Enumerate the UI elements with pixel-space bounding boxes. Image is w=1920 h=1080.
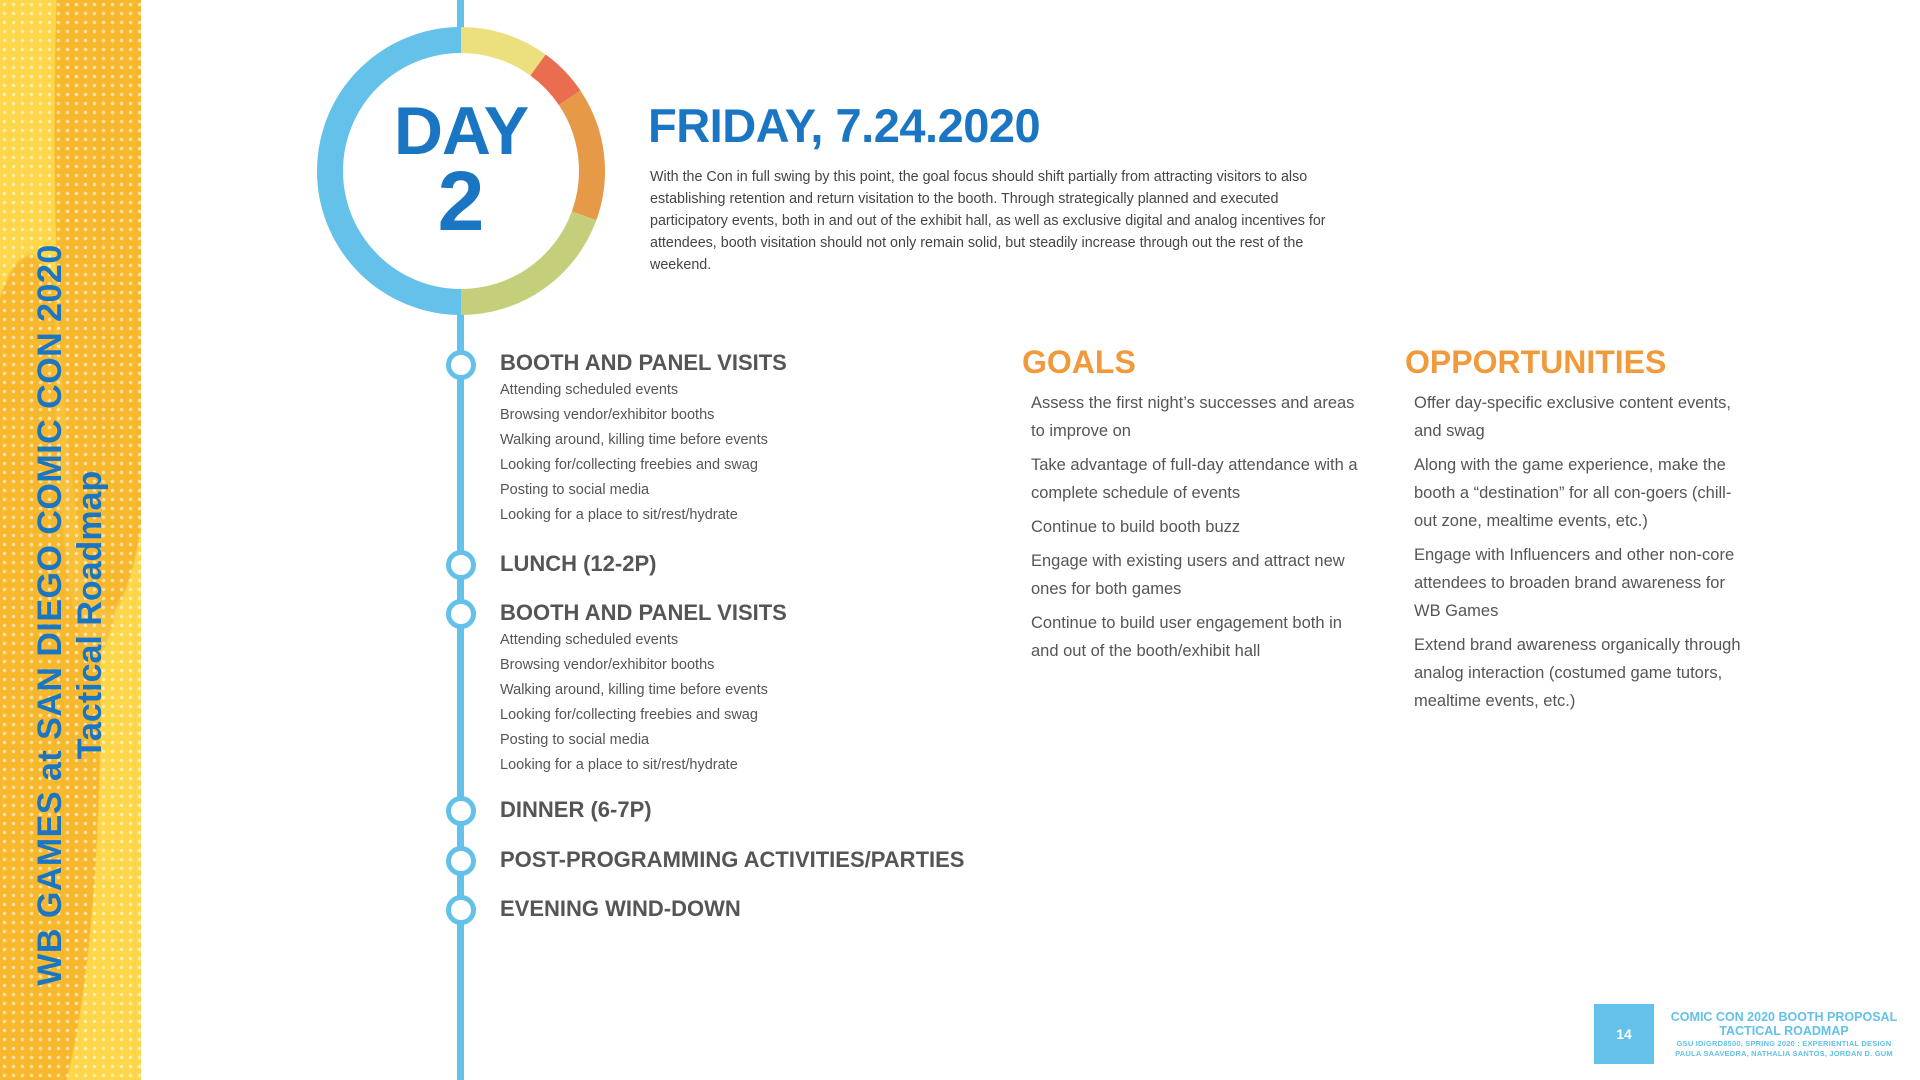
page-number: 14 — [1594, 1004, 1654, 1064]
timeline-heading-dinner: DINNER (6-7P) — [500, 797, 652, 822]
timeline-list-booth-visits-2 — [500, 628, 768, 778]
list-item: Looking for/collecting freebies and swag — [500, 457, 758, 473]
list-item: Posting to social media — [500, 482, 650, 498]
timeline-node — [446, 796, 476, 826]
opportunities-heading: OPPORTUNITIES — [1405, 344, 1667, 380]
goals-list — [1031, 389, 1361, 671]
timeline-node — [446, 846, 476, 876]
timeline-heading-booth-visits-1: BOOTH AND PANEL VISITS — [500, 350, 787, 375]
list-item: Assess the first night’s successes and areas to improve on — [1031, 394, 1355, 440]
sidebar-title — [30, 244, 110, 986]
list-item: Continue to build user engagement both in and out of the booth/exhibit hall — [1031, 614, 1342, 660]
list-item: Attending scheduled events — [500, 632, 679, 648]
timeline-node — [446, 350, 476, 380]
timeline-list-booth-visits-1 — [500, 378, 768, 528]
timeline-node — [446, 599, 476, 629]
sidebar-banner — [0, 0, 141, 1080]
opportunities-list — [1414, 389, 1744, 721]
list-item: Along with the game experience, make the booth a “destination” for all con-goers (chill-out zone, mealtime events, etc.) — [1414, 456, 1732, 530]
list-item: Looking for a place to sit/rest/hydrate — [500, 757, 738, 773]
footer-credits — [1664, 1010, 1904, 1059]
list-item: Walking around, killing time before events — [500, 432, 768, 448]
list-item: Continue to build booth buzz — [1031, 518, 1241, 536]
timeline-heading-post-programming: POST-PROGRAMMING ACTIVITIES/PARTIES — [500, 847, 965, 872]
day-label — [361, 93, 561, 248]
intro-paragraph: With the Con in full swing by this point, the goal focus should shift partially from attracting visitors to also establishing retention and return visitation to the booth. Through strategically planned and executed participatory events, both in and out of the exhibit hall, as well as exclusive digital and analog incentives for attendees, booth visitation should not only remain solid, but steadily increase through out the rest of the weekend. — [650, 169, 1326, 274]
list-item: Take advantage of full-day attendance with a complete schedule of events — [1031, 456, 1358, 502]
timeline-node — [446, 550, 476, 580]
sidebar-title-line2: Tactical Roadmap — [71, 470, 109, 760]
list-item: Offer day-specific exclusive content events, and swag — [1414, 394, 1732, 440]
goals-heading: GOALS — [1022, 344, 1136, 380]
sidebar-title-line1: WB GAMES at SAN DIEGO COMIC CON 2020 — [30, 244, 69, 986]
footer-line4: PAULA SAAVEDRA, NATHALIA SANTOS, JORDAN D. GUM — [1675, 1049, 1893, 1058]
footer-line3: GSU ID/GRD8500, SPRING 2020 : EXPERIENTIAL DESIGN — [1676, 1039, 1892, 1048]
list-item: Engage with existing users and attract new ones for both games — [1031, 552, 1345, 598]
list-item: Walking around, killing time before events — [500, 682, 768, 698]
day-word: DAY — [393, 93, 529, 169]
footer-line2: TACTICAL ROADMAP — [1719, 1024, 1849, 1038]
list-item: Posting to social media — [500, 732, 650, 748]
list-item: Looking for/collecting freebies and swag — [500, 707, 758, 723]
list-item: Attending scheduled events — [500, 382, 679, 398]
timeline-heading-wind-down: EVENING WIND-DOWN — [500, 896, 741, 921]
timeline-heading-booth-visits-2: BOOTH AND PANEL VISITS — [500, 600, 787, 625]
list-item: Extend brand awareness organically through analog interaction (costumed game tutors, mealtime events, etc.) — [1414, 636, 1741, 710]
timeline-heading-lunch: LUNCH (12-2P) — [500, 551, 657, 576]
timeline-node — [446, 895, 476, 925]
day-number: 2 — [437, 153, 485, 248]
page-title: FRIDAY, 7.24.2020 — [648, 99, 1041, 152]
footer-line1: COMIC CON 2020 BOOTH PROPOSAL — [1670, 1010, 1898, 1024]
list-item: Looking for a place to sit/rest/hydrate — [500, 507, 738, 523]
list-item: Engage with Influencers and other non-core attendees to broaden brand awareness for WB Games — [1414, 546, 1735, 620]
list-item: Browsing vendor/exhibitor booths — [500, 407, 715, 423]
list-item: Browsing vendor/exhibitor booths — [500, 657, 715, 673]
